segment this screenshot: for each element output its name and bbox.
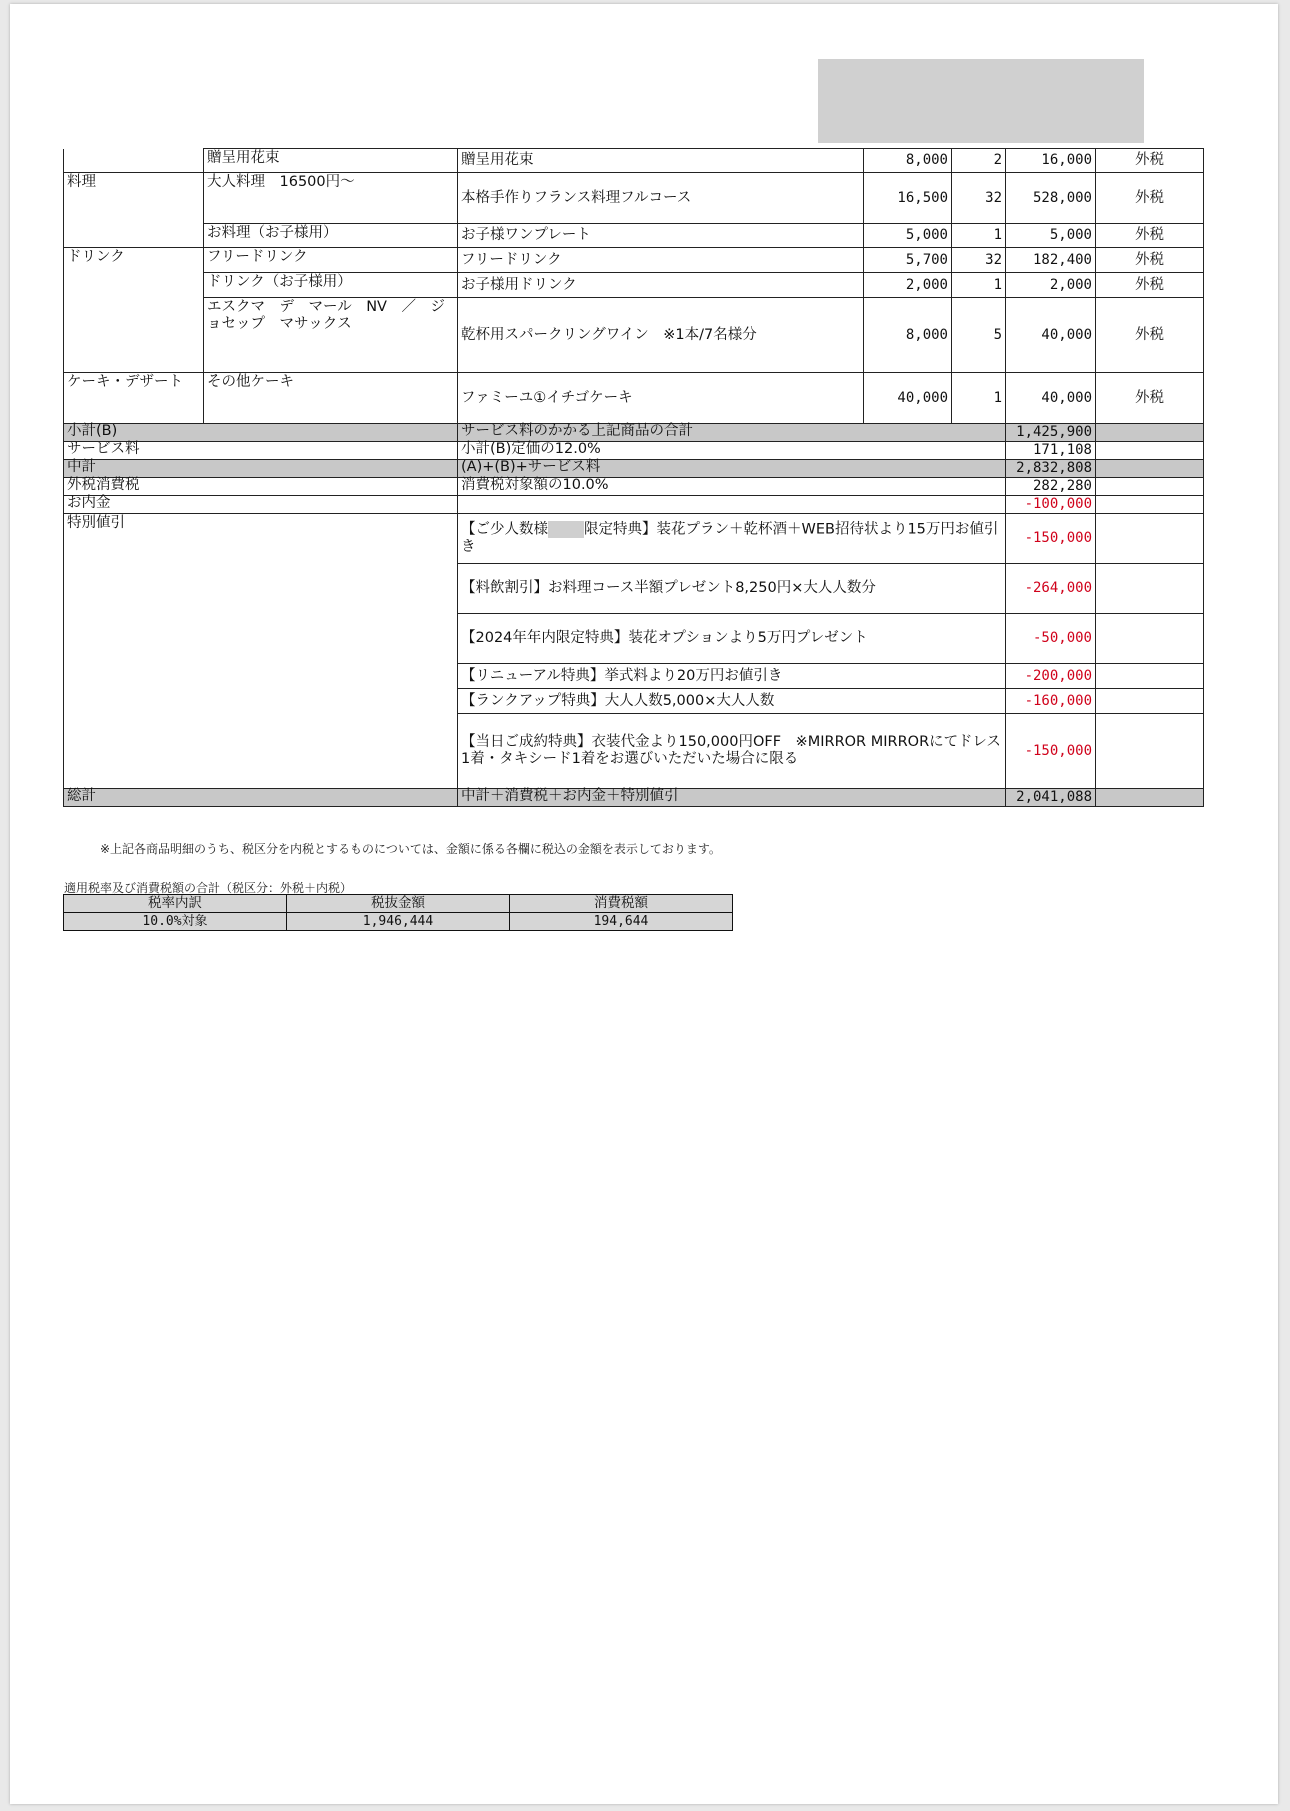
table-row xyxy=(64,224,1204,248)
category-cell xyxy=(64,273,204,298)
service-desc: 小計(B)定価の12.0% xyxy=(458,442,1006,460)
unit-price-cell: 40,000 xyxy=(864,373,952,424)
unit-price-cell: 8,000 xyxy=(864,298,952,373)
midtotal-desc: (A)+(B)+サービス料 xyxy=(458,460,1006,478)
empty-cell xyxy=(1096,664,1204,689)
category-cell xyxy=(64,298,204,373)
description-cell: お子様用ドリンク xyxy=(458,273,864,298)
empty-cell xyxy=(1096,424,1204,442)
tax-desc: 消費税対象額の10.0% xyxy=(458,478,1006,496)
subtotal-amount: 1,425,900 xyxy=(1006,424,1096,442)
qty-cell: 32 xyxy=(952,173,1006,224)
discount-desc: 【リニューアル特典】挙式料より20万円お値引き xyxy=(458,664,1006,689)
tax-row xyxy=(64,478,1204,496)
tax-type-cell: 外税 xyxy=(1096,373,1204,424)
discount-amount: -150,000 xyxy=(1006,514,1096,564)
item-cell: 贈呈用花束 xyxy=(204,149,458,173)
description-cell: 贈呈用花束 xyxy=(458,149,864,173)
table-row xyxy=(64,273,1204,298)
midtotal-amount: 2,832,808 xyxy=(1006,460,1096,478)
discount-label: 特別値引 xyxy=(64,514,458,789)
tax-type-cell: 外税 xyxy=(1096,224,1204,248)
qty-cell: 1 xyxy=(952,273,1006,298)
discount-amount: -150,000 xyxy=(1006,714,1096,789)
grand-total-label: 総計 xyxy=(64,789,458,807)
empty-cell xyxy=(1096,442,1204,460)
grand-total-desc: 中計＋消費税＋お内金＋特別値引 xyxy=(458,789,1006,807)
tax-type-cell: 外税 xyxy=(1096,149,1204,173)
unit-price-cell: 5,700 xyxy=(864,248,952,273)
header-tax: 消費税額 xyxy=(510,895,733,913)
rate-value: 10.0%対象 xyxy=(64,913,287,931)
item-cell: フリードリンク xyxy=(204,248,458,273)
item-cell: お料理（お子様用） xyxy=(204,224,458,248)
discount-desc-suffix: 限定特典】装花プラン＋乾杯酒＋WEB招待状より15万円お値引き xyxy=(461,521,999,555)
qty-cell: 5 xyxy=(952,298,1006,373)
category-cell: ケーキ・デザート xyxy=(64,373,204,424)
empty-cell xyxy=(1096,564,1204,614)
item-cell: ドリンク（お子様用） xyxy=(204,273,458,298)
redacted-text xyxy=(548,521,584,538)
qty-cell: 32 xyxy=(952,248,1006,273)
net-value: 1,946,444 xyxy=(287,913,510,931)
tax-type-cell: 外税 xyxy=(1096,173,1204,224)
discount-amount: -200,000 xyxy=(1006,664,1096,689)
unit-price-cell: 5,000 xyxy=(864,224,952,248)
amount-cell: 2,000 xyxy=(1006,273,1096,298)
midtotal-label: 中計 xyxy=(64,460,458,478)
table-row xyxy=(64,373,1204,424)
subtotal-row xyxy=(64,424,1204,442)
category-cell xyxy=(64,149,204,173)
category-cell xyxy=(64,224,204,248)
tax-value: 194,644 xyxy=(510,913,733,931)
empty-cell xyxy=(1096,496,1204,514)
tax-type-cell: 外税 xyxy=(1096,248,1204,273)
category-cell: 料理 xyxy=(64,173,204,224)
amount-cell: 5,000 xyxy=(1006,224,1096,248)
tax-label: 外税消費税 xyxy=(64,478,458,496)
empty-cell xyxy=(458,496,1006,514)
empty-cell xyxy=(1096,789,1204,807)
empty-cell xyxy=(1096,714,1204,789)
service-row xyxy=(64,442,1204,460)
category-cell: ドリンク xyxy=(64,248,204,273)
empty-cell xyxy=(1096,614,1204,664)
tax-type-cell: 外税 xyxy=(1096,298,1204,373)
service-label: サービス料 xyxy=(64,442,458,460)
deposit-row xyxy=(64,496,1204,514)
discount-amount: -160,000 xyxy=(1006,689,1096,714)
table-row xyxy=(64,298,1204,373)
empty-cell xyxy=(1096,514,1204,564)
tax-note: ※上記各商品明細のうち、税区分を内税とするものについては、金額に係る各欄に税込の金額を表示しております。 xyxy=(100,842,721,856)
rate-table-header xyxy=(64,895,733,913)
deposit-label: お内金 xyxy=(64,496,458,514)
midtotal-row xyxy=(64,460,1204,478)
header-net: 税抜金額 xyxy=(287,895,510,913)
description-cell: 本格手作りフランス料理フルコース xyxy=(458,173,864,224)
discount-amount: -50,000 xyxy=(1006,614,1096,664)
unit-price-cell: 16,500 xyxy=(864,173,952,224)
service-amount: 171,108 xyxy=(1006,442,1096,460)
rate-table xyxy=(63,894,733,931)
item-cell: 大人料理 16500円〜 xyxy=(204,173,458,224)
discount-desc: 【ランクアップ特典】大人人数5,000×大人人数 xyxy=(458,689,1006,714)
discount-amount: -264,000 xyxy=(1006,564,1096,614)
amount-cell: 40,000 xyxy=(1006,373,1096,424)
amount-cell: 16,000 xyxy=(1006,149,1096,173)
discount-desc: 【2024年年内限定特典】装花オプションより5万円プレゼント xyxy=(458,614,1006,664)
grand-total-row xyxy=(64,789,1204,807)
amount-cell: 528,000 xyxy=(1006,173,1096,224)
deposit-amount: -100,000 xyxy=(1006,496,1096,514)
subtotal-desc: サービス料のかかる上記商品の合計 xyxy=(458,424,1006,442)
qty-cell: 1 xyxy=(952,224,1006,248)
empty-cell xyxy=(1096,689,1204,714)
amount-cell: 182,400 xyxy=(1006,248,1096,273)
item-cell: エスクマ デ マール NV ／ ジョセップ マサックス xyxy=(204,298,458,373)
discount-desc xyxy=(458,514,1006,564)
description-cell: フリードリンク xyxy=(458,248,864,273)
table-row xyxy=(64,173,1204,224)
discount-row xyxy=(64,514,1204,564)
empty-cell xyxy=(1096,460,1204,478)
discount-desc: 【当日ご成約特典】衣装代金より150,000円OFF ※MIRROR MIRRORにてドレス1着・タキシード1着をお選びいただいた場合に限る xyxy=(458,714,1006,789)
qty-cell: 1 xyxy=(952,373,1006,424)
description-cell: お子様ワンプレート xyxy=(458,224,864,248)
rate-table-row xyxy=(64,913,733,931)
table-row xyxy=(64,248,1204,273)
unit-price-cell: 8,000 xyxy=(864,149,952,173)
grand-total-amount: 2,041,088 xyxy=(1006,789,1096,807)
item-cell: その他ケーキ xyxy=(204,373,458,424)
description-cell: ファミーユ①イチゴケーキ xyxy=(458,373,864,424)
tax-type-cell: 外税 xyxy=(1096,273,1204,298)
header-rate: 税率内訳 xyxy=(64,895,287,913)
table-row xyxy=(64,149,1204,173)
qty-cell: 2 xyxy=(952,149,1006,173)
description-cell: 乾杯用スパークリングワイン ※1本/7名様分 xyxy=(458,298,864,373)
amount-cell: 40,000 xyxy=(1006,298,1096,373)
unit-price-cell: 2,000 xyxy=(864,273,952,298)
discount-desc: 【料飲割引】お料理コース半額プレゼント8,250円×大人人数分 xyxy=(458,564,1006,614)
discount-desc-prefix: 【ご少人数様 xyxy=(461,521,548,538)
empty-cell xyxy=(1096,478,1204,496)
tax-amount: 282,280 xyxy=(1006,478,1096,496)
rate-table-title: 適用税率及び消費税額の合計（税区分：外税＋内税） xyxy=(64,881,353,895)
invoice-table xyxy=(63,148,1204,807)
redacted-block xyxy=(818,59,1144,143)
subtotal-label: 小計(B) xyxy=(64,424,458,442)
